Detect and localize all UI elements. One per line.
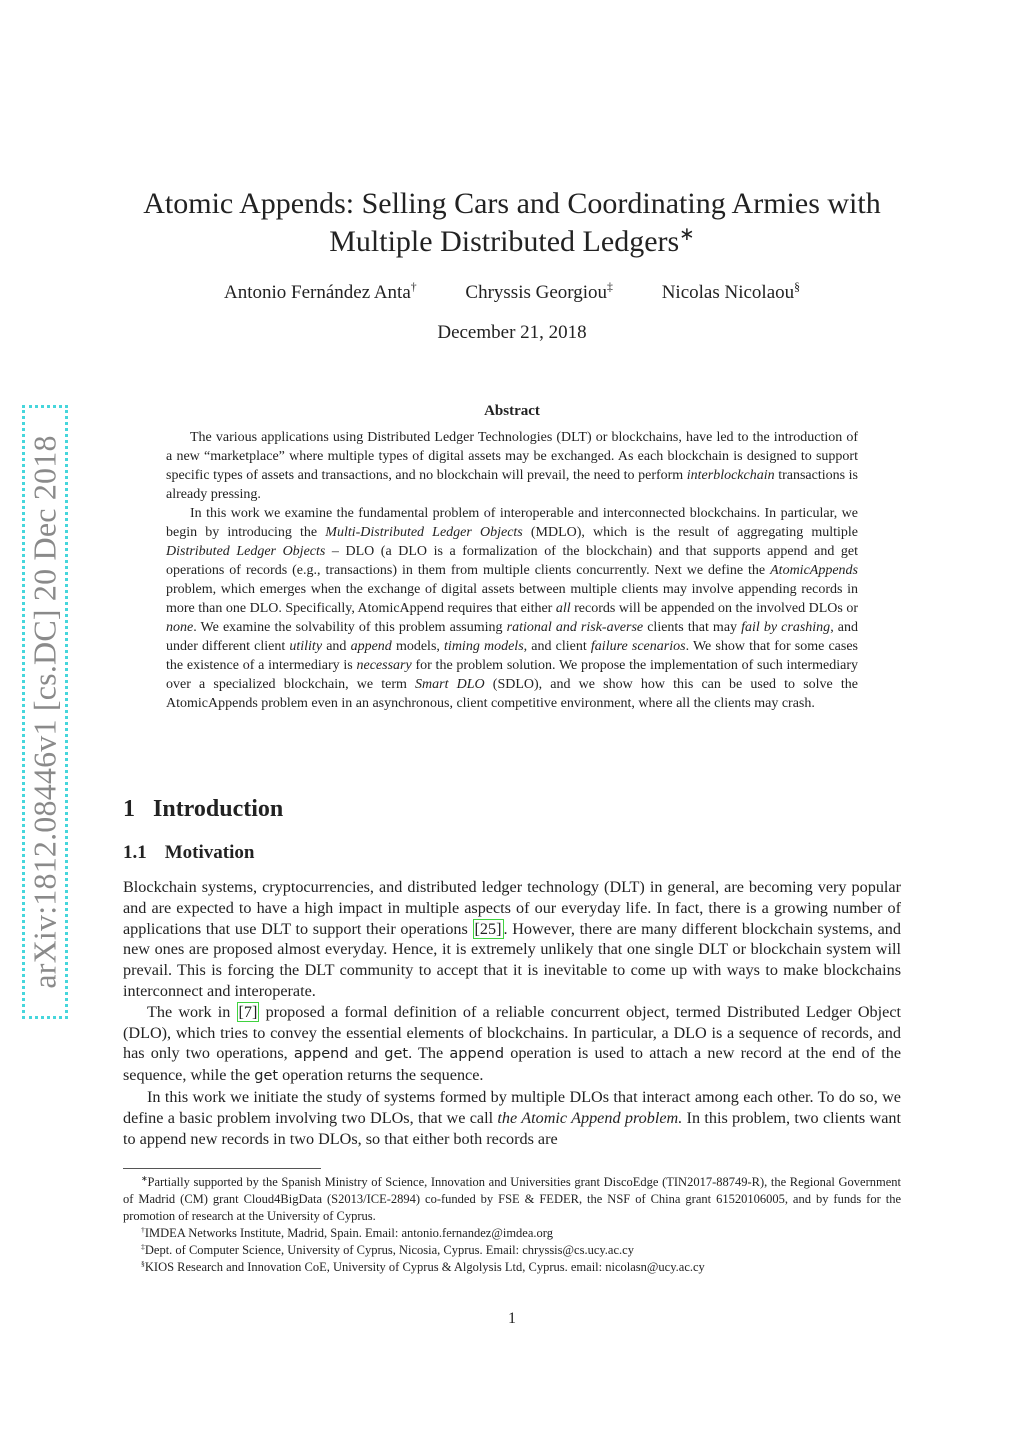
- body-paragraph-3: [123, 1087, 901, 1149]
- footnote-3: [123, 1242, 901, 1259]
- abstract-p2-a: In this work we examine the fundamental problem of interoperable and interconnected blockchains. In particular, we begin by introducing the: [166, 506, 858, 540]
- abstract-p2-em12: necessary: [356, 658, 412, 673]
- author-1: [224, 282, 417, 304]
- abstract-p2-em1: Multi-Distributed Ledger Objects: [325, 525, 523, 540]
- abstract-p2-h: , and under different client: [166, 620, 858, 654]
- title-footnote-mark[interactable]: ∗: [679, 224, 695, 245]
- abstract-p1-emphasis: interblockchain: [686, 468, 775, 483]
- arxiv-stamp[interactable]: [22, 405, 68, 1019]
- footnote-4: [123, 1259, 901, 1276]
- title-line-2: [120, 223, 904, 261]
- author-2: [465, 282, 613, 304]
- abstract-p2-m: for the problem solution. We propose the implementation of such intermediary over a specialized blockchain, we term: [166, 658, 858, 692]
- citation-link-25[interactable]: [25]: [474, 919, 502, 938]
- abstract-p1-text: The various applications using Distributed Ledger Technologies (DLT) or blockchains, have led to the introduction of a new “marketplace” where multiple types of digital assets may be exchanged. As each blockchain is designed to support specific types of assets and transactions, and no blockchain will prevail, the need to perform: [166, 430, 858, 483]
- author-3-mark[interactable]: §: [794, 280, 801, 294]
- author-3-name: Nicolas Nicolaou: [661, 282, 795, 303]
- abstract-p2-c: – DLO (a DLO is a formalization of the blockchain) and that supports append and get operations of records (e.g., transactions) in them from multiple clients concurrently. Next we define the: [166, 544, 858, 578]
- code-append-2: append: [449, 1046, 505, 1063]
- page-number: 1: [508, 1310, 516, 1327]
- abstract-p2-em6: rational and risk-averse: [506, 620, 644, 635]
- footnote-3-mark: ‡: [141, 1241, 145, 1251]
- author-2-mark[interactable]: ‡: [607, 280, 613, 294]
- body-p2-f: operation returns the sequence.: [278, 1066, 484, 1085]
- author-2-name: Chryssis Georgiou: [465, 282, 608, 303]
- abstract-p2-f: . We examine the solvability of this problem assuming: [193, 620, 507, 635]
- abstract-p2-em10: timing models: [444, 639, 524, 654]
- abstract-p2-e: records will be appended on the involved DLOs or: [570, 601, 858, 616]
- abstract-p2-n: (SDLO), and we show how this can be used to solve the AtomicAppends problem even in an asynchronous, client competitive environment, where all the clients may crash.: [166, 677, 858, 711]
- abstract-p2-l: . We show that for some cases the existence of a intermediary is: [166, 639, 858, 673]
- footnote-4-mark: §: [141, 1258, 145, 1268]
- footnote-4-text: KIOS Research and Innovation CoE, University of Cyprus & Algolysis Ltd, Cyprus. email: nicolasn@ucy.ac.cy: [144, 1260, 705, 1274]
- body-p3-a: In this work we initiate the study of systems formed by multiple DLOs that interact among each other. To do so, we define a basic problem involving two DLOs, that we call: [123, 1087, 901, 1127]
- abstract-heading: Abstract: [484, 403, 540, 419]
- body-p3-emphasis: the Atomic Append problem.: [497, 1108, 683, 1127]
- footnote-2-text: IMDEA Networks Institute, Madrid, Spain. Email: antonio.fernandez@imdea.org: [144, 1226, 553, 1240]
- abstract-p2-b: (MDLO), which is the result of aggregating multiple: [522, 525, 858, 540]
- abstract-p2-i: and: [322, 639, 351, 654]
- abstract-p2-em2: Distributed Ledger Objects: [166, 544, 326, 559]
- abstract-p2-k: , and client: [523, 639, 591, 654]
- abstract-p2-j: models,: [391, 639, 445, 654]
- footnote-1: [123, 1174, 901, 1225]
- abstract-p1-end: transactions is already pressing.: [166, 468, 858, 502]
- abstract-p2-em4: all: [555, 601, 571, 616]
- abstract-paragraph-2: [166, 504, 858, 713]
- section-heading-introduction: [123, 796, 283, 823]
- code-append: append: [293, 1046, 349, 1063]
- abstract-p2-em11: failure scenarios: [590, 639, 686, 654]
- footnote-3-text: Dept. of Computer Science, University of Cyprus, Nicosia, Cyprus. Email: chryssis@cs.ucy.ac.cy: [144, 1243, 634, 1257]
- abstract-p2-em3: AtomicAppends: [770, 563, 858, 578]
- author-1-mark[interactable]: †: [410, 280, 417, 294]
- abstract-p2-g: clients that may: [643, 620, 742, 635]
- footnote-1-mark: ∗: [141, 1173, 148, 1183]
- author-3: [662, 282, 800, 304]
- body-p2-d: . The: [408, 1044, 450, 1063]
- abstract-paragraph-1: [166, 428, 858, 504]
- body-p2-c: and: [348, 1044, 385, 1063]
- abstract-p2-em13: Smart DLO: [415, 677, 485, 692]
- section-title: Introduction: [153, 796, 284, 822]
- section-number: 1: [123, 796, 135, 822]
- footnote-divider: [123, 1168, 321, 1169]
- abstract-p2-em8: utility: [289, 639, 323, 654]
- subsection-title: Motivation: [164, 842, 255, 863]
- body-paragraph-1: [123, 877, 901, 1002]
- paper-title: [120, 185, 904, 261]
- body-p1-b: . However, there are many different blockchain systems, and new ones are proposed almost everyday. Hence, it is extremely unlikely that one single DLT or blockchain system will prevail. This is forcing the DLT community to accept that it is inevitable to come up with ways to make blockchains interconnect and interoperate.: [123, 919, 901, 1000]
- code-get-2: get: [254, 1068, 279, 1085]
- citation-link-7[interactable]: [7]: [238, 1002, 258, 1021]
- body-p1-a: Blockchain systems, cryptocurrencies, and distributed ledger technology (DLT) in general, are becoming very popular and are expected to have a high impact in multiple aspects of our everyday life. In fact, there is a growing number of applications that use DLT to support their operations: [123, 878, 901, 938]
- subsection-heading-motivation: [123, 842, 254, 864]
- abstract-p2-em9: append: [350, 639, 392, 654]
- subsection-number: 1.1: [123, 842, 147, 863]
- abstract-p2-em5: none: [166, 620, 194, 635]
- arxiv-identifier[interactable]: arXiv:1812.08446v1 [cs.DC] 20 Dec 2018: [26, 435, 63, 989]
- code-get: get: [384, 1046, 409, 1063]
- footnote-2-mark: †: [141, 1224, 145, 1234]
- title-line-2-text: Multiple Distributed Ledgers: [329, 225, 680, 258]
- body-p2-e: operation is used to attach a new record at the end of the sequence, while the: [123, 1044, 901, 1085]
- footnote-2: [123, 1225, 901, 1242]
- abstract-p2-em7: fail by crashing: [741, 620, 831, 635]
- author-list: [120, 282, 904, 304]
- footnote-1-text: Partially supported by the Spanish Ministry of Science, Innovation and Universities grant DiscoEdge (TIN2017-88749-R), the Regional Government of Madrid (CM) grant Cloud4BigData (S2013/ICE-2894) co-funded by FSE & FEDER, the NSF of China grant 61520106005, and by funds for the promotion of research at the University of Cyprus.: [123, 1175, 901, 1223]
- body-paragraph-2: [123, 1002, 901, 1087]
- abstract-body: [166, 428, 858, 713]
- abstract-p2-d: problem, which emerges when the exchange of digital assets between multiple clients may involve appending records in more than one DLO. Specifically, AtomicAppend requires that either: [166, 582, 858, 616]
- author-1-name: Antonio Fernández Anta: [223, 282, 411, 303]
- paper-date: December 21, 2018: [437, 322, 587, 343]
- body-p2-a: The work in: [147, 1002, 237, 1021]
- body-text: [123, 877, 901, 1149]
- body-p2-b: proposed a formal definition of a reliable concurrent object, termed Distributed Ledger Object (DLO), which tries to convey the essential elements of blockchains. In particular, a DLO is a sequence of records, and has only two operations,: [123, 1002, 902, 1063]
- footnotes: [123, 1174, 901, 1276]
- title-line-1: Atomic Appends: Selling Cars and Coordinating Armies with: [143, 187, 881, 220]
- body-p3-b: In this problem, two clients want to append new records in two DLOs, so that either both records are: [123, 1108, 901, 1148]
